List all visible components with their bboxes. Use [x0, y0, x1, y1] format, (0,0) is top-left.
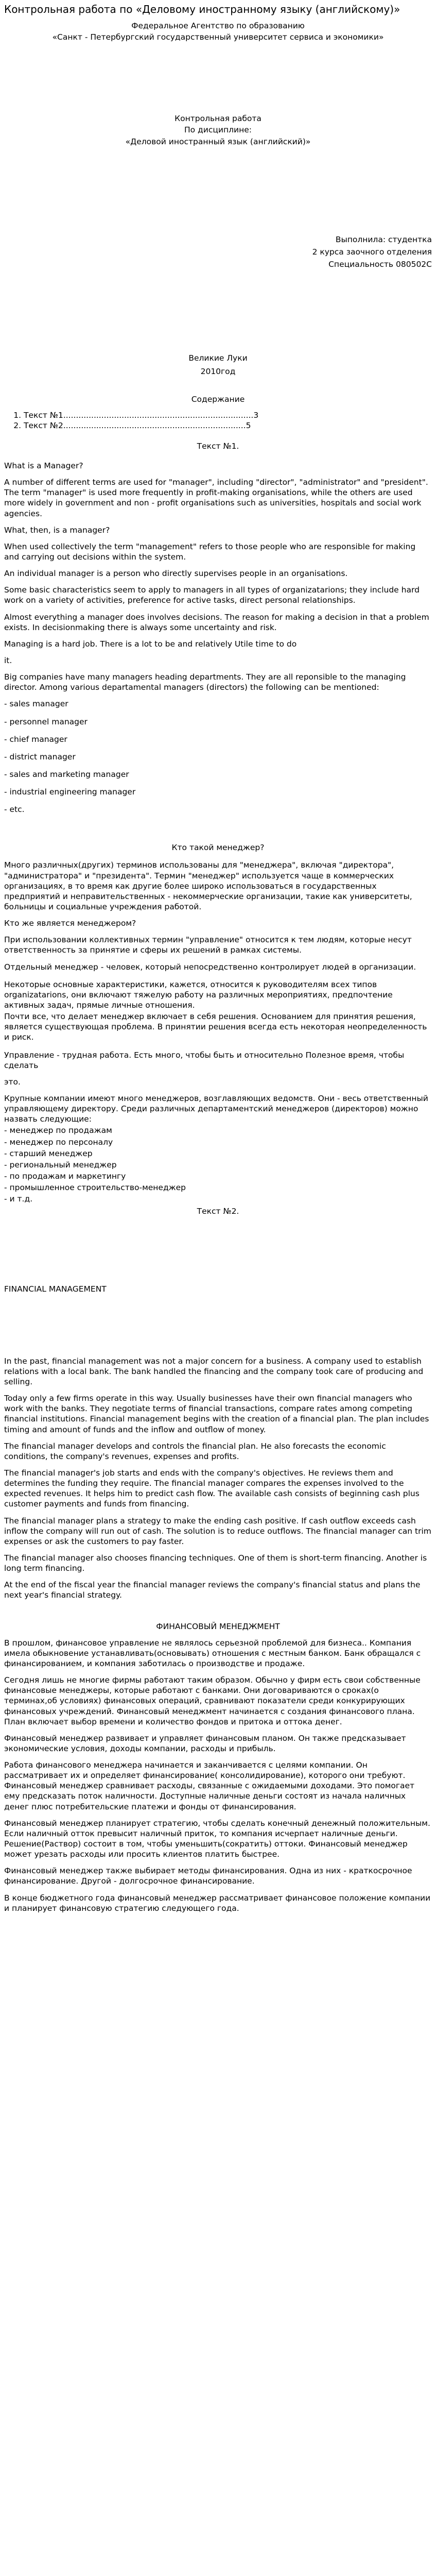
toc-item[interactable]: 1. Текст №1...........................................................................3: [24, 410, 432, 420]
translation1-paragraph: При использовании коллективных термин "управление" относится к тем людям, которые несут ответственность за принятие и сферы их решений в рамках системы.: [4, 935, 412, 955]
translation1-paragraph: Много различных(других) терминов использованы для "менеджера", включая "директора", "администратора" и "президента". Термин "менеджер" используется чаще в коммерческих организациях, в то время как другие более широко использоваться в государственных предприятий и неправительственных - некоммерческие организации, такие как университеты, больницы и социальные учреждения работой.: [4, 860, 412, 912]
translation1-paragraph: Крупные компании имеют много менеджеров, возглавляющих ведомств. Они - весь ответственный управляющему директору. Среди различных департаментский менеджеров (директоров) можно назвать следующие:: [4, 1094, 428, 1124]
translation2-heading: ФИНАНСОВЫЙ МЕНЕДЖМЕНТ: [156, 1621, 280, 1631]
text1-paragraph: What, then, is a manager?: [4, 525, 110, 535]
text1-paragraph: Managing is a hard job. There is a lot to be and relatively Utile time to do: [4, 639, 297, 649]
text2-paragraph: The financial manager also chooses financing techniques. One of them is short-term financing. Another is long term financing.: [4, 1553, 427, 1573]
text1-paragraph: it.: [4, 655, 12, 665]
text1-paragraph: Almost everything a manager does involves decisions. The reason for making a decision in that a problem exists. In decisionmaking there is always some uncertainty and risk.: [4, 612, 429, 632]
work-type: Контрольная работа: [175, 114, 261, 124]
translation2-paragraph: Финансовый менеджер планирует стратегию, чтобы сделать конечный денежный положительным. Если наличный отток превысит наличный приток, то компания исчерпает наличные деньги. Решение(Раствор) состоит в том, чтобы уменьшить(сократить) оттоки. Финансовый менеджер может урезать расходы или просить клиентов платить быстрее.: [4, 1818, 430, 1859]
translation2-paragraph: В прошлом, финансовое управление не являлось серьезной проблемой для бизнеса.. Компания имела обыкновение устанавливать(основывать) отношения с местным банком. Банк обращался с финансированием, и компания заботилась о производстве и продаже.: [4, 1638, 421, 1668]
text2-paragraph: In the past, financial management was not a major concern for a business. A company used to establish relations with a local bank. The bank handled the financing and the company took care of producing and selling.: [4, 1356, 424, 1386]
translation2-paragraph: Сегодня лишь не многие фирмы работают таким образом. Обычно у фирм есть свои собственные финансовые менеджеры, которые работают с банками. Они договариваются о сроках(о терминах,об условиях) финансовых операций, сравнивают показатели среди конкурирующих финансовых учреждений. Финансовый менеджмент начинается с создания финансового плана. План включает выбор времени и количество фондов и притока и оттока денег.: [4, 1675, 421, 1726]
manager-list-item: - chief manager: [4, 734, 67, 744]
course-line: 2 курса заочного отделения: [312, 247, 432, 257]
translation2-paragraph: В конце бюджетного года финансовый менеджер рассматривает финансовое положение компании и планирует финансовую стратегию следующего года.: [4, 1893, 431, 1913]
translation1-paragraph: Почти все, что делает менеджер включает в себя решения. Основанием для принятия решения, является существующая проблема. В принятии решения всегда есть некоторая неопределенность и риск.: [4, 1012, 427, 1042]
text1-paragraph: Some basic characteristics seem to apply to managers in all types of organizatarions; they include hard work on a variety of activities, preference for active tasks, direct personal relationships.: [4, 585, 420, 605]
translation2-paragraph: Работа финансового менеджера начинается и заканчивается с целями компании. Он рассматривает их и определяет финансирование( консолидирование), которого они требуют. Финансовый менеджер сравнивает расходы, связанные с ожидаемыми доходами. Это помогает ему предсказать поток наличности. Доступные наличные деньги состоят из начала наличных денег плюс потребительские платежи и фонды от финансирования.: [4, 1760, 415, 1811]
table-of-contents: [4, 394, 432, 430]
text2-paragraph: Today only a few firms operate in this way. Usually businesses have their own financial managers who work with the banks. They negotiate terms of financial transactions, compare rates among competing financial institutions. Financial management begins with the creation of a financial plan. The plan includes timing and amount of funds and the inflow and outflow of money.: [4, 1394, 429, 1434]
translation1-paragraph: Некоторые основные характеристики, кажется, относится к руководителям всех типов organizatarions, они включают тяжелую работу на различных мероприятиях, предпочтение активных задач, прямые личные отношения.: [4, 979, 393, 1010]
performer-line: Выполнила: студентка: [335, 234, 432, 244]
toc-heading: Содержание: [191, 395, 245, 404]
translation1-list-item: - старший менеджер: [4, 1148, 93, 1158]
translation1-paragraph: Управление - трудная работа. Есть много, чтобы быть и относительно Полезное время, чтобы сделать: [4, 1050, 405, 1070]
text2-paragraph: The financial manager develops and controls the financial plan. He also forecasts the economic conditions, the company's revenues, expenses and profits.: [4, 1441, 386, 1461]
university-line: «Санкт - Петербургский государственный университет сервиса и экономики»: [52, 32, 384, 42]
text2-section: [4, 1206, 432, 1600]
discipline-name: «Деловой иностранный язык (английский)»: [125, 137, 311, 146]
manager-list-item: - district manager: [4, 752, 76, 761]
specialty-line: Специальность 080502С: [328, 259, 432, 269]
translation1-paragraph: Кто же является менеджером?: [4, 919, 136, 928]
text2-subheading: FINANCIAL MANAGEMENT: [4, 1284, 107, 1294]
text1-paragraph: What is a Manager?: [4, 461, 83, 470]
translation1-paragraph: это.: [4, 1077, 21, 1087]
translation2-paragraph: Финансовый менеджер развивает и управляет финансовым планом. Он также предсказывает экономические условия, доходы компании, расходы и прибыль.: [4, 1733, 406, 1753]
manager-list-item: - etc.: [4, 805, 25, 815]
toc-item[interactable]: 2. Текст №2........................................................................5: [24, 420, 432, 431]
text1-paragraph: A number of different terms are used for "manager", including "director", "administrator" and "president". The term "manager" is used more frequently in profit-making organisations, while the others are used more widely in government and non - profit organisations such as universities, hospitals and social work agencies.: [4, 478, 428, 518]
title-page: [4, 21, 432, 394]
text2-paragraph: The financial manager's job starts and ends with the company's objectives. He reviews them and determines the funding they require. The financial manager compares the expenses involved to the expected revenues. It helps him to predict cash flow. The available cash consists of beginning cash plus customer payments and funds from financing.: [4, 1468, 420, 1509]
translation1-list-item: - и т.д.: [4, 1194, 33, 1204]
text1-paragraph: Big companies have many managers heading departments. They are all reponsible to the managing director. Among various departamental managers (directors) the following can be mentioned:: [4, 672, 406, 692]
text2-paragraph: At the end of the fiscal year the financial manager reviews the company's financial status and plans the next year's financial strategy.: [4, 1580, 421, 1600]
text2-paragraph: The financial manager plans a strategy to make the ending cash positive. If cash outflow exceeds cash inflow the company will run out of cash. The solution is to reduce outflows. The financial manager can trim expenses or ask the customers to pay faster.: [4, 1516, 431, 1546]
manager-list-item: - sales manager: [4, 699, 68, 709]
year-line: 2010год: [200, 367, 236, 377]
agency-line: Федеральное Агентство по образованию: [131, 21, 305, 30]
translation2-paragraph: Финансовый менеджер также выбирает методы финансирования. Одна из них - краткосрочное финансирование. Другой - долгосрочное финансирование.: [4, 1866, 412, 1886]
toc-list: [4, 410, 432, 431]
text2-heading: Текст №2.: [197, 1207, 239, 1216]
translation1-list-item: - менеджер по продажам: [4, 1126, 112, 1136]
translation1-list-item: - промышленное строительство-менеджер: [4, 1183, 186, 1193]
translation1-list-item: - менеджер по персоналу: [4, 1137, 113, 1147]
translation1-heading: Кто такой менеджер?: [171, 843, 265, 853]
manager-list-item: - sales and marketing manager: [4, 769, 129, 779]
manager-list-item: - personnel manager: [4, 717, 88, 726]
text1-heading: Текст №1.: [197, 441, 239, 451]
text1-paragraph: When used collectively the term "management" refers to those people who are responsible for making and carrying out decisions within the system.: [4, 541, 416, 562]
translation1-section: [4, 842, 432, 1204]
manager-list-item: - industrial engineering manager: [4, 787, 136, 797]
document-title: Контрольная работа по «Деловому иностранному языку (английскому)»: [4, 3, 400, 15]
text1-paragraph: An individual manager is a person who directly supervises people in an organisations.: [4, 569, 348, 579]
translation1-paragraph: Отдельный менеджер - человек, который непосредственно контролирует людей в организации.: [4, 962, 416, 972]
translation1-list-item: - по продажам и маркетингу: [4, 1172, 126, 1181]
translation1-list-item: - региональный менеджер: [4, 1160, 117, 1170]
city-line: Великие Луки: [188, 353, 248, 363]
text1-section: [4, 441, 432, 815]
discipline-label: По дисциплине:: [184, 125, 252, 135]
translation2-section: [4, 1621, 432, 1913]
